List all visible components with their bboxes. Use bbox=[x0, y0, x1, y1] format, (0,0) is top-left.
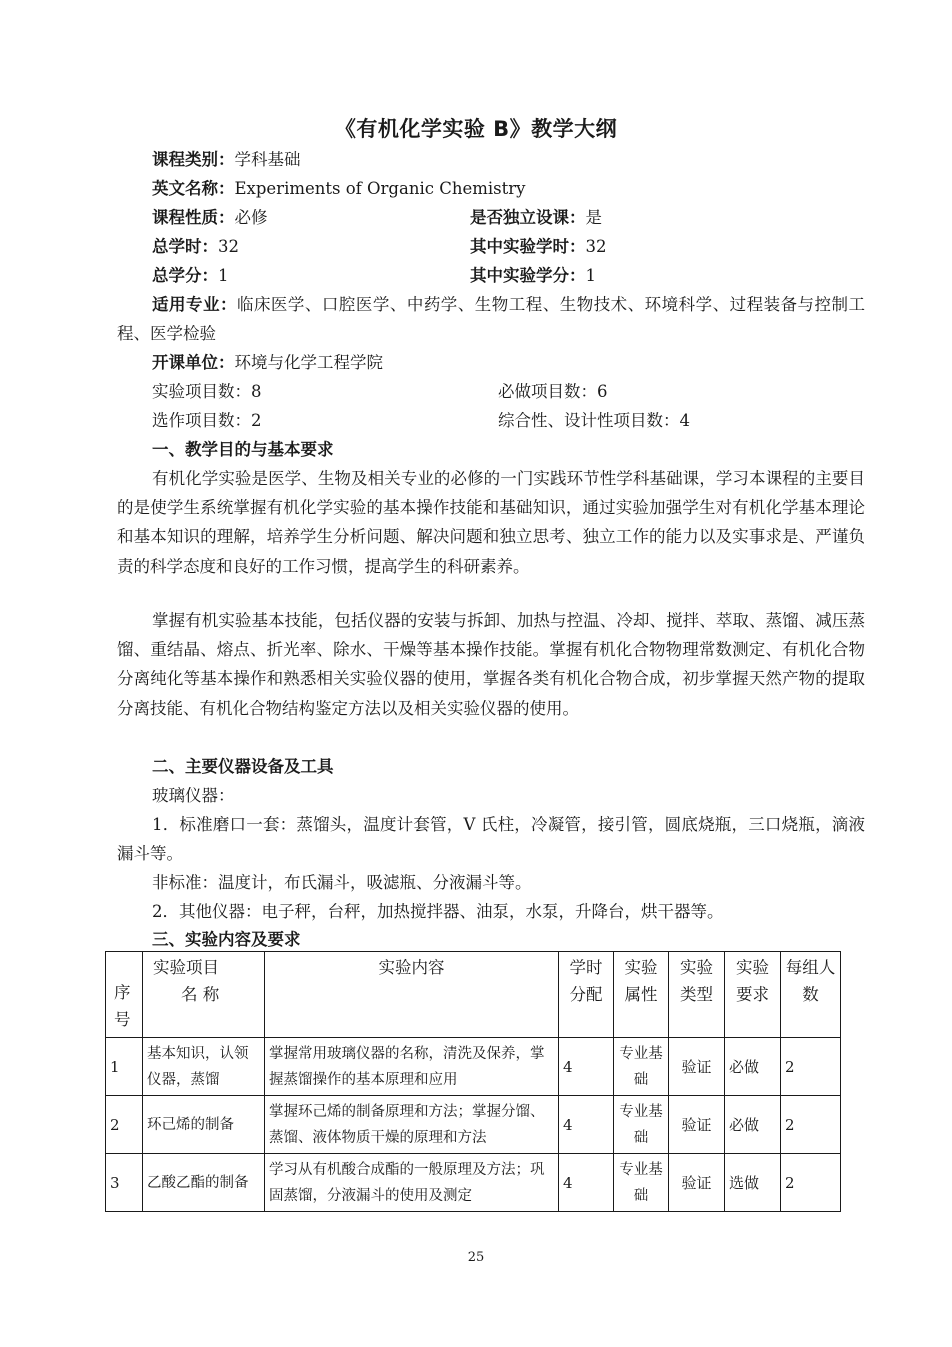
cell-project: 环己烯的制备 bbox=[143, 1096, 265, 1154]
independent-course-value: 是 bbox=[585, 208, 602, 227]
total-hours-label: 总学时： bbox=[152, 237, 218, 256]
cell-requirement: 必做 bbox=[725, 1096, 781, 1154]
page-number: 25 bbox=[467, 1250, 485, 1265]
non-standard-item: 非标准：温度计，布氏漏斗，吸滤瓶、分液漏斗等。 bbox=[152, 873, 532, 892]
required-count-label: 必做项目数： bbox=[498, 382, 597, 401]
header-seq-label: 序号 bbox=[114, 983, 131, 1029]
independent-course-row bbox=[470, 203, 602, 232]
cell-seq: 2 bbox=[106, 1096, 143, 1154]
other-instruments-item: 2．其他仪器：电子秤，台秤，加热搅拌器、油泵，水泵，升降台，烘干器等。 bbox=[152, 902, 724, 921]
cell-project: 基本知识，认领仪器，蒸馏 bbox=[143, 1038, 265, 1096]
project-count-row bbox=[152, 377, 262, 406]
header-project-name bbox=[143, 952, 265, 1038]
elective-count-row bbox=[152, 406, 262, 435]
cell-group-size: 2 bbox=[781, 1154, 841, 1212]
cell-content: 掌握常用玻璃仪器的名称，清洗及保养，掌握蒸馏操作的基本原理和应用 bbox=[265, 1038, 559, 1096]
cell-hours: 4 bbox=[559, 1154, 614, 1212]
cell-attribute: 专业基础 bbox=[614, 1096, 669, 1154]
table-row bbox=[106, 1096, 841, 1154]
independent-course-label: 是否独立设课： bbox=[470, 208, 586, 227]
document-title: 《有机化学实验 B》教学大纲 bbox=[334, 117, 618, 141]
standard-ground-glass-item: 1．标准磨口一套：蒸馏头，温度计套管，V 氏柱，冷凝管，接引管，圆底烧瓶，三口烧瓶，滴液漏斗等。 bbox=[117, 815, 865, 864]
header-group-size: 每组人数 bbox=[781, 952, 841, 1038]
design-count-row bbox=[498, 406, 690, 435]
cell-hours: 4 bbox=[559, 1096, 614, 1154]
lab-credits-label: 其中实验学分： bbox=[470, 266, 586, 285]
cell-hours: 4 bbox=[559, 1038, 614, 1096]
cell-attribute: 专业基础 bbox=[614, 1038, 669, 1096]
section-heading-2: 二、主要仪器设备及工具 bbox=[152, 757, 334, 776]
section-1-paragraph-2: 掌握有机实验基本技能，包括仪器的安装与拆卸、加热与控温、冷却、搅拌、萃取、蒸馏、减压蒸馏、重结晶、熔点、折光率、除水、干燥等基本操作技能。掌握有机化合物物理常数测定、有机化合物分离纯化等基本操作和熟悉相关实验仪器的使用，掌握各类有机化合物合成，初步掌握天然产物的提取分离技能、有机化合物结构鉴定方法以及相关实验仪器的使用。 bbox=[117, 611, 865, 718]
lab-credits-value: 1 bbox=[585, 266, 596, 285]
total-credits-label: 总学分： bbox=[152, 266, 218, 285]
english-name-label: 英文名称： bbox=[152, 179, 235, 198]
cell-requirement: 选做 bbox=[725, 1154, 781, 1212]
required-count-row bbox=[498, 377, 608, 406]
cell-content: 学习从有机酸合成酯的一般原理及方法；巩固蒸馏，分液漏斗的使用及测定 bbox=[265, 1154, 559, 1212]
lab-credits-row bbox=[470, 261, 596, 290]
cell-type: 验证 bbox=[669, 1038, 725, 1096]
course-category-label: 课程类别： bbox=[152, 150, 235, 169]
header-requirement: 实验要求 bbox=[725, 952, 781, 1038]
total-hours-value: 32 bbox=[218, 237, 239, 256]
section-1-paragraph-1: 有机化学实验是医学、生物及相关专业的必修的一门实践环节性学科基础课，学习本课程的主要目的是使学生系统掌握有机化学实验的基本操作技能和基础知识，通过实验加强学生对有机化学基本理论和基本知识的理解，培养学生分析问题、解决问题和独立思考、独立工作的能力以及实事求是、严谨负责的科学态度和良好的工作习惯，提高学生的科研素养。 bbox=[117, 469, 865, 576]
project-count-value: 8 bbox=[251, 382, 262, 401]
required-count-value: 6 bbox=[597, 382, 608, 401]
table-row bbox=[106, 1038, 841, 1096]
cell-seq: 1 bbox=[106, 1038, 143, 1096]
english-name-value: Experiments of Organic Chemistry bbox=[234, 179, 526, 198]
applicable-majors bbox=[117, 290, 865, 348]
offering-unit-value: 环境与化学工程学院 bbox=[234, 353, 383, 372]
applicable-majors-label: 适用专业： bbox=[152, 295, 237, 314]
lab-hours-value: 32 bbox=[585, 237, 607, 256]
offering-unit-row bbox=[152, 348, 383, 377]
total-credits-row bbox=[152, 261, 229, 290]
cell-attribute: 专业基础 bbox=[614, 1154, 669, 1212]
cell-seq: 3 bbox=[106, 1154, 143, 1212]
header-attribute: 实验属性 bbox=[614, 952, 669, 1038]
total-hours-row bbox=[152, 232, 239, 261]
table-header-row bbox=[106, 952, 841, 1038]
english-name-row bbox=[152, 174, 525, 203]
header-content: 实验内容 bbox=[265, 952, 559, 1038]
course-category-value: 学科基础 bbox=[234, 150, 301, 169]
course-nature-value: 必修 bbox=[234, 208, 268, 227]
experiment-table bbox=[105, 951, 841, 1212]
section-heading-3: 三、实验内容及要求 bbox=[152, 930, 301, 949]
course-nature-label: 课程性质： bbox=[152, 208, 235, 227]
applicable-majors-value: 临床医学、口腔医学、中药学、生物工程、生物技术、环境科学、过程装备与控制工程、医学检验 bbox=[117, 295, 866, 344]
cell-type: 验证 bbox=[669, 1096, 725, 1154]
header-project-name-line1: 实验项目 bbox=[153, 958, 219, 977]
cell-requirement: 必做 bbox=[725, 1038, 781, 1096]
header-project-name-line2: 名 称 bbox=[181, 985, 220, 1004]
lab-hours-label: 其中实验学时： bbox=[470, 237, 586, 256]
header-type: 实验类型 bbox=[669, 952, 725, 1038]
header-seq bbox=[106, 952, 143, 1038]
project-count-label: 实验项目数： bbox=[152, 382, 251, 401]
header-hours: 学时分配 bbox=[559, 952, 614, 1038]
lab-hours-row bbox=[470, 232, 607, 261]
cell-group-size: 2 bbox=[781, 1096, 841, 1154]
total-credits-value: 1 bbox=[218, 266, 229, 285]
cell-type: 验证 bbox=[669, 1154, 725, 1212]
design-count-label: 综合性、设计性项目数： bbox=[498, 411, 680, 430]
section-heading-1: 一、教学目的与基本要求 bbox=[152, 440, 334, 459]
cell-group-size: 2 bbox=[781, 1038, 841, 1096]
design-count-value: 4 bbox=[679, 411, 690, 430]
cell-project: 乙酸乙酯的制备 bbox=[143, 1154, 265, 1212]
elective-count-value: 2 bbox=[251, 411, 262, 430]
table-row bbox=[106, 1154, 841, 1212]
glass-instruments-label: 玻璃仪器： bbox=[152, 786, 235, 805]
course-nature-row bbox=[152, 203, 268, 232]
cell-content: 掌握环己烯的制备原理和方法；掌握分馏、蒸馏、液体物质干燥的原理和方法 bbox=[265, 1096, 559, 1154]
elective-count-label: 选作项目数： bbox=[152, 411, 251, 430]
offering-unit-label: 开课单位： bbox=[152, 353, 235, 372]
course-category-row bbox=[152, 145, 301, 174]
